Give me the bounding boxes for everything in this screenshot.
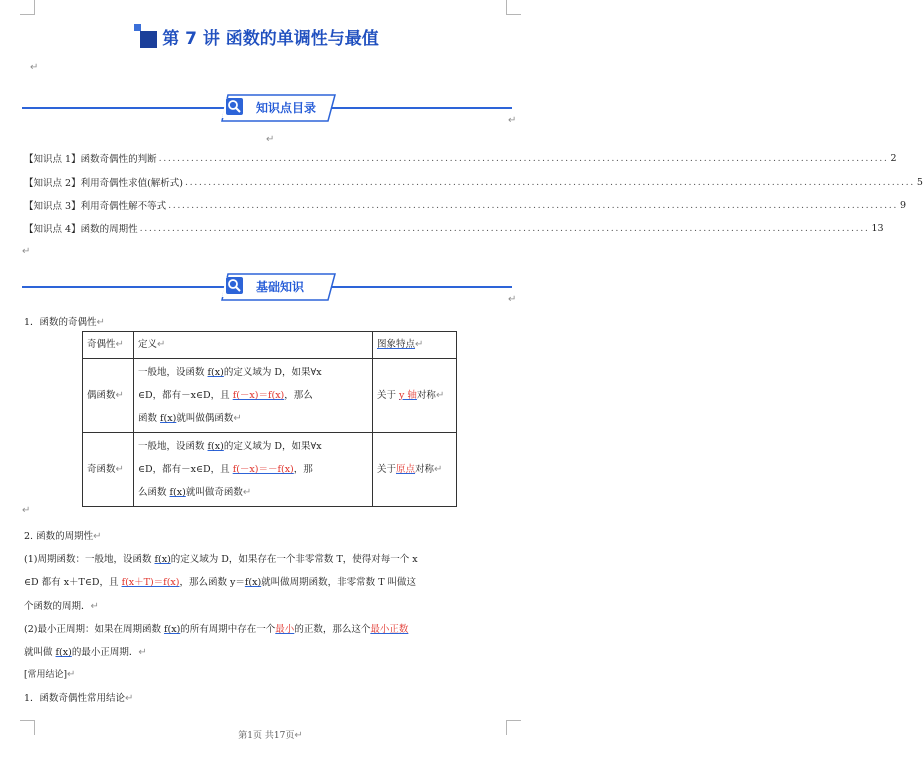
paragraph-mark: ↵ — [22, 505, 31, 516]
definition-line — [138, 458, 368, 481]
section-tab — [222, 94, 334, 120]
section-bar-basic — [22, 273, 512, 301]
text: 就叫做周期函数，非零常数 T 叫做这 — [261, 577, 417, 588]
toc-entry-page: 9 — [900, 199, 907, 211]
toc-entry-label: 【知识点 2】利用奇偶性求值(解析式) — [24, 178, 183, 189]
toc-entry-label: 【知识点 1】函数奇偶性的判断 — [24, 154, 157, 165]
definition-line — [138, 384, 368, 407]
definition-line — [138, 407, 368, 430]
math-fx: f(x) — [244, 577, 262, 588]
text: 函数 — [138, 413, 161, 424]
paragraph-mark: ↵ — [508, 294, 517, 305]
parity-definition-table — [82, 331, 457, 507]
common-conclusions-label — [24, 667, 75, 680]
paragraph-mark: ↵ — [22, 246, 31, 257]
table-header-cell — [373, 332, 457, 359]
table-header-cell — [83, 332, 134, 359]
text: 的最小正周期． — [71, 647, 139, 658]
search-icon — [226, 98, 243, 115]
text: (2)最小正周期：如果在周期函数 — [24, 624, 164, 635]
text: 的所有周期中存在一个 — [180, 624, 276, 635]
highlight-text: 最小 — [275, 624, 295, 635]
paragraph-line — [24, 551, 418, 565]
text: 的定义域为 D，如果∀x — [223, 441, 322, 452]
text: ，那 — [293, 464, 313, 475]
paragraph-mark: ↵ — [90, 601, 99, 612]
text: 么函数 — [138, 487, 170, 498]
paragraph-mark: ↵ — [138, 647, 147, 658]
text: 个函数的周期． — [24, 601, 91, 612]
math-equation: f(－x)＝－f(x) — [232, 464, 294, 475]
section-heading — [24, 528, 101, 542]
math-equation: f(－x)＝f(x) — [232, 390, 285, 401]
text: 就叫做偶函数 — [176, 413, 234, 424]
paragraph-mark: ↵ — [67, 669, 76, 680]
highlight-text: 最小正数 — [370, 624, 409, 635]
toc-entry-label: 【知识点 3】利用奇偶性解不等式 — [24, 201, 167, 212]
table-cell-definition — [134, 359, 373, 433]
text: 对称 — [416, 389, 436, 401]
paragraph-line — [24, 574, 416, 588]
text: 就叫做奇函数 — [185, 487, 243, 498]
toc-entry[interactable] — [24, 220, 884, 236]
text: ∈D，都有－x∈D，且 — [138, 464, 233, 475]
text: 的定义域为 D，如果∀x — [223, 367, 322, 378]
paragraph-line — [24, 621, 408, 635]
section-tab — [222, 273, 334, 299]
paragraph-mark: ↵ — [30, 62, 39, 73]
math-fx: f(x) — [207, 367, 224, 378]
paragraph-mark: ↵ — [125, 693, 134, 704]
text: 一般地，设函数 — [138, 441, 208, 452]
math-fx: f(x) — [169, 487, 186, 498]
page-footer — [0, 728, 541, 741]
toc-entry-label: 【知识点 4】函数的周期性 — [24, 224, 138, 235]
table-cell-type — [83, 359, 134, 433]
definition-line — [138, 481, 368, 504]
text: 的定义域为 D，如果存在一个非零常数 T，使得对每一个 x — [170, 554, 418, 565]
paragraph-mark: ↵ — [115, 463, 124, 475]
text: 的正数，那么这个 — [294, 624, 371, 635]
table-cell-feature — [373, 359, 457, 433]
text: 关于 — [377, 463, 397, 475]
paragraph-mark: ↵ — [435, 389, 445, 401]
paragraph-line — [24, 598, 99, 612]
section-heading — [24, 314, 105, 328]
paragraph-mark: ↵ — [434, 463, 443, 475]
paragraph-mark: ↵ — [157, 339, 166, 350]
paragraph-mark: ↵ — [96, 317, 105, 328]
toc-entry[interactable] — [24, 150, 897, 166]
highlight-text: 原点 — [396, 463, 416, 475]
text: [常用结论] — [24, 670, 68, 680]
toc-leader-dots: .............................................................................................................................................................. — [158, 152, 889, 164]
paragraph-mark: ↵ — [266, 134, 275, 145]
table-header-row — [83, 332, 457, 359]
highlight-text: y 轴 — [399, 389, 417, 401]
header-text: 奇偶性 — [87, 339, 116, 350]
header-text: 图象特点 — [377, 339, 416, 350]
heading-text: 1．函数奇偶性常用结论 — [24, 693, 126, 704]
table-cell-type — [83, 433, 134, 507]
section-title-toc: 知识点目录 — [256, 101, 317, 115]
toc-leader-dots: .............................................................................................................................................................. — [139, 222, 870, 234]
text: 就叫做 — [24, 647, 56, 658]
toc-entry-page: 2 — [890, 152, 897, 164]
math-fx: f(x) — [160, 413, 177, 424]
math-fx: f(x) — [55, 647, 72, 658]
table-cell-feature — [373, 433, 457, 507]
toc-leader-dots: .............................................................................................................................................................. — [168, 199, 899, 211]
crop-mark-top-right — [506, 0, 521, 15]
text: ，那么 — [284, 390, 313, 401]
toc-entry-page: 5 — [916, 176, 923, 188]
math-fx: f(x) — [154, 554, 171, 565]
paragraph-mark: ↵ — [115, 339, 124, 350]
math-fx: f(x) — [163, 624, 181, 635]
section-bar-toc — [22, 94, 512, 122]
page-title: 第 7 讲 函数的单调性与最值 — [162, 29, 379, 49]
paragraph-line — [24, 644, 147, 658]
definition-line — [138, 361, 368, 384]
paragraph-mark: ↵ — [93, 531, 102, 542]
table-header-cell — [134, 332, 373, 359]
definition-line — [138, 435, 368, 458]
text: 关于 — [377, 389, 400, 401]
text: ，那么函数 y＝ — [179, 577, 245, 588]
paragraph-mark: ↵ — [508, 115, 517, 126]
math-equation: f(x＋T)＝f(x) — [121, 577, 180, 588]
paragraph-mark: ↵ — [242, 487, 252, 498]
type-text: 偶函数 — [87, 389, 116, 401]
text: 一般地，设函数 — [138, 367, 208, 378]
toc-entry-page: 13 — [871, 222, 884, 234]
heading-text: 2. 函数的周期性 — [24, 531, 94, 542]
type-text: 奇函数 — [87, 463, 116, 475]
text: ∈D，都有－x∈D，且 — [138, 390, 233, 401]
text: ∈D 都有 x＋T∈D，且 — [24, 577, 122, 588]
paragraph-mark: ↵ — [294, 730, 303, 741]
text: (1)周期函数：一般地，设函数 — [24, 554, 155, 565]
header-text: 定义 — [138, 339, 158, 350]
table-row — [83, 359, 457, 433]
table-row — [83, 433, 457, 507]
math-fx: f(x) — [207, 441, 224, 452]
toc-entry[interactable] — [24, 197, 907, 213]
paragraph-mark: ↵ — [233, 413, 242, 424]
toc-entry[interactable] — [24, 174, 923, 190]
paragraph-mark: ↵ — [415, 339, 424, 350]
search-icon — [226, 277, 243, 294]
text: 对称 — [415, 463, 435, 475]
page-number: 第1页 共17页 — [238, 731, 295, 741]
section-heading — [24, 690, 133, 704]
paragraph-mark: ↵ — [115, 389, 124, 401]
toc-leader-dots: .............................................................................................................................................................. — [184, 176, 915, 188]
table-cell-definition — [134, 433, 373, 507]
heading-text: 1．函数的奇偶性 — [24, 317, 97, 328]
crop-mark-top-left — [20, 0, 35, 15]
section-title-basic: 基础知识 — [256, 280, 305, 294]
